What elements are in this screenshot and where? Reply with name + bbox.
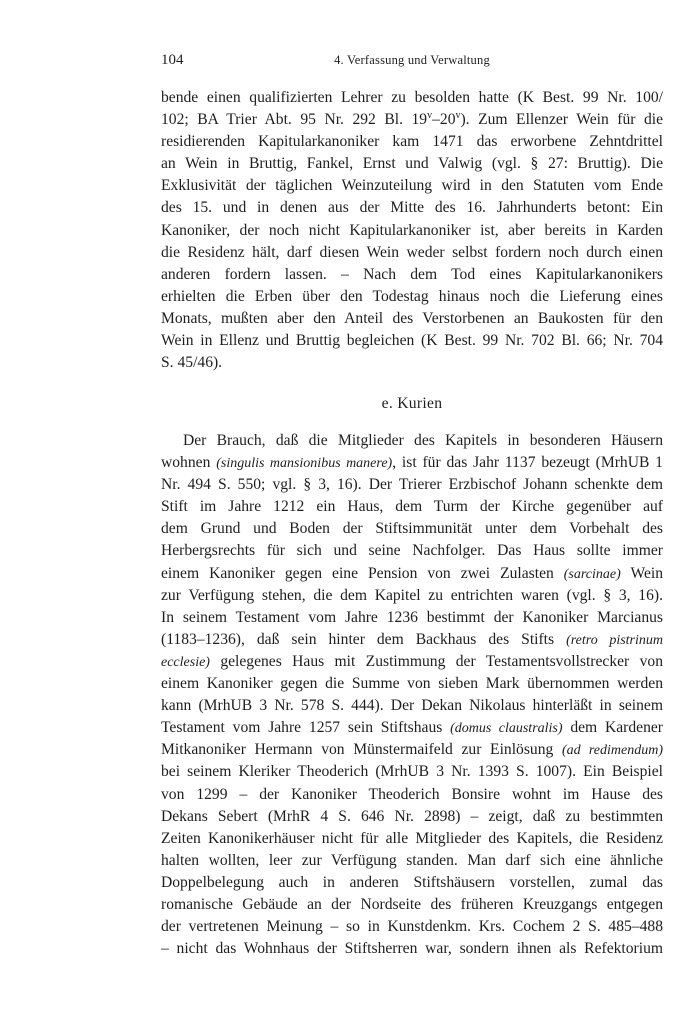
text-line: die Residenz hält, darf diesen Wein weder selbst fordern noch durch einen: [161, 243, 663, 261]
text-line: erhielten die Erben über den Todestag hinaus noch die Lieferung eines: [161, 287, 663, 305]
paragraph-wine-allocation: [161, 87, 663, 374]
text-line: halten wollten, leer zur Verfügung standen. Man darf sich eine ähnliche: [161, 851, 663, 869]
text-line: wohnen (singulis mansionibus manere), ist für das Jahr 1137 bezeugt (MrhUB 1: [161, 454, 663, 472]
text-line: von 1299 – der Kanoniker Theoderich Bonsire wohnt im Hause des: [161, 785, 663, 803]
text-line: Nr. 494 S. 550; vgl. § 3, 16). Der Trierer Erzbischof Johann schenkte dem: [161, 476, 663, 494]
text-line: 102; BA Trier Abt. 95 Nr. 292 Bl. 19$^v$–20$^v$). Zum Ellenzer Wein für die: [161, 109, 663, 129]
text-line: anderen fordern lassen. – Nach dem Tod eines Kapitularkanonikers: [161, 265, 663, 283]
text-line: zur Verfügung stehen, die dem Kapitel zu entrichten waren (vgl. § 3, 16).: [161, 586, 663, 604]
text-line: an Wein in Bruttig, Fankel, Ernst und Valwig (vgl. § 27: Bruttig). Die: [161, 155, 663, 173]
text-line: residierenden Kapitularkanoniker kam 1471 das erworbene Zehntdrittel: [161, 133, 663, 151]
text-line: Wein in Ellenz und Bruttig begleichen (K Best. 99 Nr. 702 Bl. 66; Nr. 704: [161, 332, 663, 350]
text-line: Dekans Sebert (MrhR 4 S. 646 Nr. 2898) – zeigt, daß zu bestimmten: [161, 807, 663, 825]
text-line: Mitkanoniker Hermann von Münstermaifeld zur Einlösung (ad redimendum): [161, 741, 663, 759]
text-line: S. 45/46).: [161, 354, 223, 372]
text-line: einem Kanoniker gegen eine Pension von zwei Zulasten (sarcinae) Wein: [161, 564, 664, 582]
text-line: Der Brauch, daß die Mitglieder des Kapitels in besonderen Häusern: [183, 432, 663, 449]
paragraph-kurien: [161, 430, 663, 960]
text-line: dem Grund und Boden der Stiftsimmunität unter dem Vorbehalt des: [161, 520, 663, 538]
text-line: Stift im Jahre 1212 ein Haus, dem Turm der Kirche gegenüber auf: [161, 498, 663, 516]
text-line: ecclesie) gelegenes Haus mit Zustimmung der Testamentsvollstrecker von: [161, 652, 663, 670]
text-line: Zeiten Kanonikerhäuser nicht für alle Mitglieder des Kapitels, die Residenz: [161, 829, 663, 847]
text-line: bende einen qualifizierten Lehrer zu besolden hatte (K Best. 99 Nr. 100/: [161, 89, 663, 106]
text-line: Herbergsrechts für sich und seine Nachfolger. Das Haus sollte immer: [161, 542, 663, 560]
text-line: Monats, mußten aber den Anteil des Verstorbenen an Baukosten für den: [161, 309, 663, 327]
text-line: einem Kanoniker gegen die Summe von sieben Mark übernommen werden: [161, 675, 663, 693]
text-line: In seinem Testament vom Jahre 1236 bestimmt der Kanoniker Marcianus: [161, 608, 663, 626]
text-line: der vertretenen Meinung – so in Kunstdenkm. Krs. Cochem 2 S. 485–488: [161, 918, 663, 936]
text-line: romanische Gebäude an der Nordseite des früheren Kreuzgangs entgegen: [161, 895, 663, 913]
section-heading: e. Kurien: [381, 395, 443, 412]
chapter-title: 4. Verfassung und Verwaltung: [334, 53, 490, 67]
text-line: bei seinem Kleriker Theoderich (MrhUB 3 Nr. 1393 S. 1007). Ein Beispiel: [161, 763, 663, 781]
page-number: 104: [161, 52, 184, 68]
text-line: Testament vom Jahre 1257 sein Stiftshaus (domus claustralis) dem Kardener: [161, 719, 663, 737]
text-line: Doppelbelegung auch in anderen Stiftshäusern vorstellen, zumal das: [161, 873, 663, 891]
running-head: [161, 52, 663, 72]
text-line: (1183–1236), daß sein hinter dem Backhaus des Stifts (retro pistrinum: [161, 630, 663, 648]
text-line: Exklusivität der täglichen Weinzuteilung wird in den Statuten vom Ende: [161, 177, 663, 195]
text-line: des 15. und in denen aus der Mitte des 16. Jahrhunderts betont: Ein: [161, 199, 663, 217]
text-line: Kanoniker, der noch nicht Kapitularkanoniker ist, aber bereits in Karden: [161, 221, 663, 239]
text-line: – nicht das Wohnhaus der Stiftsherren war, sondern ihnen als Refektorium: [161, 940, 663, 958]
text-line: kann (MrhUB 3 Nr. 578 S. 444). Der Dekan Nikolaus hinterläßt in seinem: [161, 697, 663, 715]
